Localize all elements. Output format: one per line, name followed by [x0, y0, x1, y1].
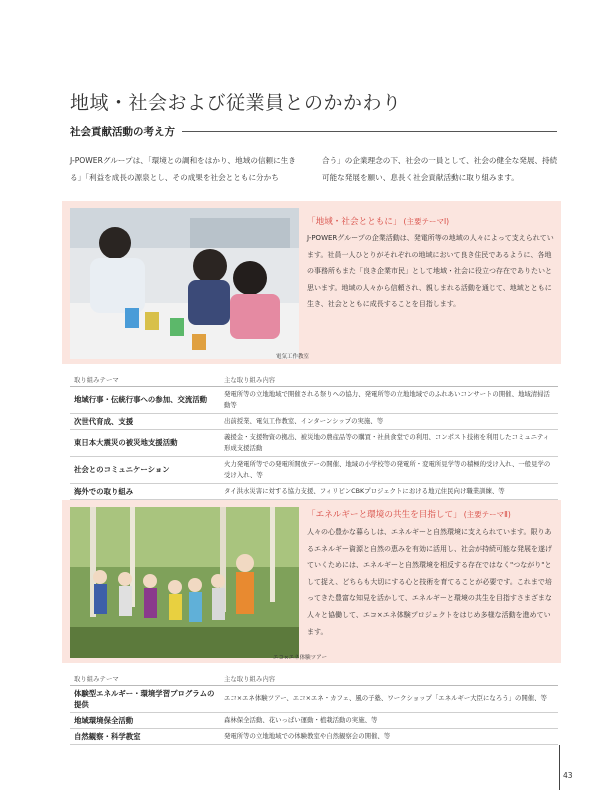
section-heading: 社会貢献活動の考え方: [70, 126, 175, 138]
theme1-table: [70, 373, 558, 500]
table-header-content: 主な取り組み内容: [220, 373, 558, 386]
row-content: 火力発電所等での発電所開放デーの開催、地域の小学校等の発電所・変電所見学等の積極的受け入れ、一般見学の受け入れ、等: [220, 456, 558, 483]
table-header-content: 主な取り組み内容: [220, 672, 558, 685]
theme2-title-block: [307, 508, 511, 520]
intro-text-left: J-POWERグループは、「環境との調和をはかり、地域の信頼に生きる」「利益を成長の源泉とし、その成果を社会とともに分かち: [70, 156, 296, 182]
row-content: 発電所等の立地地域での体験教室や自然観察会の開催、等: [220, 728, 558, 744]
row-content: 義援金・支援物資の拠出、被災地の農産品等の購買・社員食堂での利用、コンポスト技術を利用したコミュニティ形成支援活動: [220, 429, 558, 456]
theme2-photo-caption: エコ×エネ体験ツアー: [273, 655, 327, 661]
theme1-title-block: [307, 215, 449, 227]
intro-text-right: 合う」の企業理念の下、社会の一員として、社会の健全な発展、持続可能な発展を願い、息長く社会貢献活動に取り組みます。: [322, 156, 558, 182]
theme2-table: [70, 672, 558, 745]
table-row: [70, 712, 558, 728]
table-row: [70, 413, 558, 429]
page-number: 43: [563, 771, 573, 780]
theme1-photo-caption: 電気工作教室: [276, 354, 310, 360]
row-content: 発電所等の立地地域で開催される祭りへの協力、発電所等の立地地域でのふれあいコンサートの開催、地域清掃活動等: [220, 386, 558, 413]
forest-tour-photo-illustration: [70, 507, 299, 658]
row-topic: 社会とのコミュニケーション: [70, 456, 220, 483]
theme2-photo: [70, 507, 299, 658]
table-header-row: [70, 672, 558, 685]
table-header-row: [70, 373, 558, 386]
row-topic: 海外での取り組み: [70, 483, 220, 499]
table-row: [70, 483, 558, 499]
theme1-photo: [70, 208, 299, 359]
row-topic: 地域行事・伝統行事への参加、交流活動: [70, 386, 220, 413]
theme1-body: J-POWERグループの企業活動は、発電所等の地域の人々によって支えられています。社員一人ひとりがそれぞれの地域において良き住民であるように、各地の事務所もまた「良き企業市民」として地域・社会に役立つ存在でありたいと思います。地域の人々から信頼され、親しまれる活動を通じて、地域とともに生き、社会とともに成長することを目指します。: [307, 234, 554, 309]
page-title: 地域・社会および従業員とのかかわり: [70, 92, 402, 114]
row-topic: 体験型エネルギー・環境学習プログラムの提供: [70, 685, 220, 712]
page-number-rule: [559, 745, 560, 790]
table-row: [70, 386, 558, 413]
table-row: [70, 728, 558, 744]
row-content: 出前授業、電気工作教室、インターンシップの実施、等: [220, 413, 558, 429]
row-topic: 地域環境保全活動: [70, 712, 220, 728]
table-header-topic: 取り組みテーマ: [70, 373, 220, 386]
classroom-photo-illustration: [70, 208, 299, 359]
table-row: [70, 429, 558, 456]
row-content: 森林保全活動、花いっぱい運動・植栽活動の実施、等: [220, 712, 558, 728]
row-content: タイ洪水災害に対する協力支援、フィリピンCBKプロジェクトにおける地元住民向け職業訓練、等: [220, 483, 558, 499]
theme2-body: 人々の心豊かな暮らしは、エネルギーと自然環境に支えられています。限りあるエネルギー資源と自然の恵みを有効に活用し、社会が持続可能な発展を遂げていくためには、エネルギーと自然環境を相反する存在ではなく"つながり"として捉え、どちらも大切にする心と技術を育てることが必要です。これまで培ってきた豊富な知見を活かして、エネルギーと環境の共生を目指すさまざまな人々と協働して、エコ×エネ体験プロジェクトをはじめ多様な活動を進めています。: [307, 528, 552, 636]
row-topic: 自然観察・科学教室: [70, 728, 220, 744]
theme1-title: 「地域・社会とともに」: [307, 217, 402, 227]
table-row: [70, 456, 558, 483]
theme2-title: 「エネルギーと環境の共生を目指して」: [307, 510, 462, 520]
theme1-tag: (主要テーマⅠ): [403, 217, 450, 226]
section-rule: [182, 131, 557, 132]
row-content: エコ×エネ体験ツアー、エコ×エネ・カフェ、風の子塾、ワークショップ「エネルギー大臣になろう」の開催、等: [220, 685, 558, 712]
table-row: [70, 685, 558, 712]
row-topic: 東日本大震災の被災地支援活動: [70, 429, 220, 456]
table-header-topic: 取り組みテーマ: [70, 672, 220, 685]
theme2-tag: (主要テーマⅡ): [463, 510, 511, 519]
row-topic: 次世代育成、支援: [70, 413, 220, 429]
